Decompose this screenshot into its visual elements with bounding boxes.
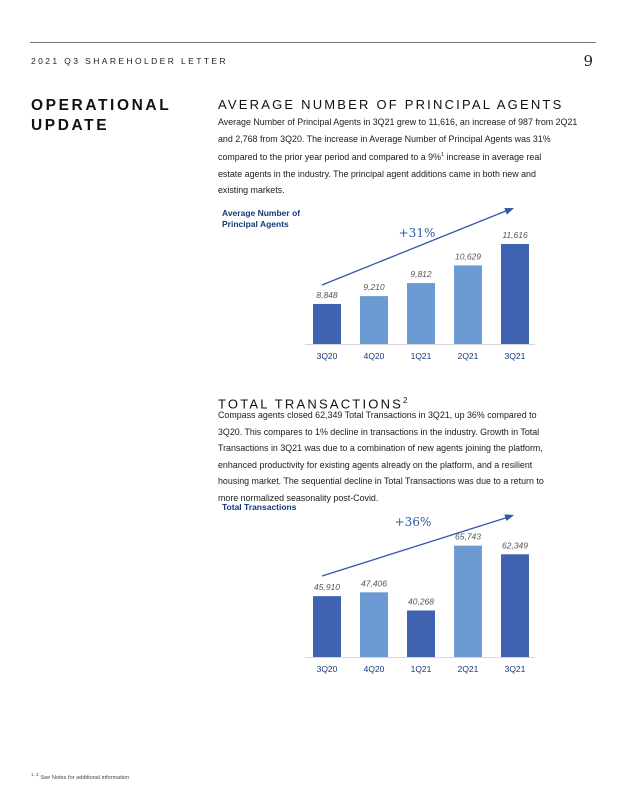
- agents-chart-label: [222, 208, 300, 230]
- category-label: 2Q21: [457, 351, 479, 361]
- arrowhead-icon: [504, 208, 514, 215]
- data-label: 8,848: [316, 289, 338, 300]
- transactions-para-line: enhanced productivity for existing agents already on the platform, and a resilient: [218, 459, 533, 470]
- category-label: 3Q21: [504, 664, 526, 674]
- header-rule: [30, 42, 596, 43]
- category-label: 1Q21: [410, 351, 432, 361]
- transactions-chart-label: Total Transactions: [222, 502, 297, 512]
- footnote-text: See Notes for additional information: [38, 774, 130, 781]
- category-label: 3Q20: [316, 664, 338, 674]
- footnote-ref: 1: [441, 152, 445, 159]
- category-label: 1Q21: [410, 664, 432, 674]
- bar: [454, 546, 482, 657]
- agents-chart-label-line1: Average Number of: [222, 208, 301, 218]
- section-title: [31, 96, 171, 136]
- bar: [407, 283, 435, 344]
- data-label: 40,268: [408, 596, 434, 607]
- transactions-paragraph: [218, 407, 588, 507]
- agents-paragraph: [218, 114, 588, 199]
- agents-bar-chart: [300, 205, 540, 365]
- category-label: 2Q21: [457, 664, 479, 674]
- category-label: 3Q21: [504, 351, 526, 361]
- footnote-ref: 2: [403, 396, 408, 405]
- growth-annotation: +31%: [398, 226, 436, 240]
- agents-para-line-tail: increase in average real: [444, 152, 542, 163]
- transactions-heading-text: TOTAL TRANSACTIONS: [218, 396, 404, 412]
- data-label: 62,349: [502, 540, 528, 551]
- transactions-para-line: housing market. The sequential decline in Total Transactions was due to a return to: [218, 476, 544, 487]
- page-number: 9: [583, 52, 593, 70]
- bar: [407, 610, 435, 657]
- section-title-line2: UPDATE: [31, 117, 110, 134]
- transactions-para-line: Compass agents closed 62,349 Total Transactions in 3Q21, up 36% compared to: [218, 410, 537, 420]
- agents-chart-label-line2: Principal Agents: [222, 219, 289, 229]
- header-title: 2021 Q3 SHAREHOLDER LETTER: [31, 56, 229, 66]
- data-label: 9,812: [410, 269, 432, 280]
- data-label: 65,743: [455, 531, 481, 542]
- data-label: 47,406: [361, 578, 387, 589]
- bar: [313, 304, 341, 344]
- agents-para-line: and 2,768 from 3Q20. The increase in Average Number of Principal Agents was 31%: [218, 133, 551, 144]
- bar: [501, 554, 529, 657]
- transactions-para-line: 3Q20. This compares to 1% decline in transactions in the industry. Growth in Total: [218, 426, 540, 437]
- bar: [360, 296, 388, 344]
- data-label: 10,629: [455, 251, 481, 262]
- bar: [313, 596, 341, 657]
- agents-para-line: Average Number of Principal Agents in 3Q21 grew to 11,616, an increase of 987 from 2Q21: [218, 117, 578, 127]
- section-title-line1: OPERATIONAL: [31, 97, 172, 114]
- agents-heading: AVERAGE NUMBER OF PRINCIPAL AGENTS: [218, 97, 564, 112]
- arrowhead-icon: [504, 514, 514, 521]
- data-label: 11,616: [502, 229, 528, 240]
- bar: [501, 244, 529, 344]
- bar: [360, 592, 388, 657]
- category-label: 3Q20: [316, 351, 338, 361]
- data-label: 9,210: [363, 282, 385, 293]
- agents-para-line-head: compared to the prior year period and compared to a 9%: [218, 152, 441, 163]
- category-label: 4Q20: [363, 664, 385, 674]
- transactions-para-line: Transactions in 3Q21 was due to a combination of new agents joining the platform,: [218, 443, 543, 454]
- agents-para-line: estate agents in the industry. The principal agent additions came in both new and: [218, 168, 536, 179]
- agents-para-line: [218, 147, 588, 166]
- transactions-para-line: more normalized seasonality post-Covid.: [218, 492, 379, 503]
- footnote-marker: 1, 2: [31, 772, 39, 777]
- agents-para-line: existing markets.: [218, 185, 285, 196]
- bar: [454, 265, 482, 344]
- category-label: 4Q20: [363, 351, 385, 361]
- transactions-bar-chart: [300, 508, 540, 676]
- data-label: 45,910: [314, 582, 340, 593]
- footnote: [31, 772, 129, 781]
- growth-annotation: +36%: [394, 515, 432, 529]
